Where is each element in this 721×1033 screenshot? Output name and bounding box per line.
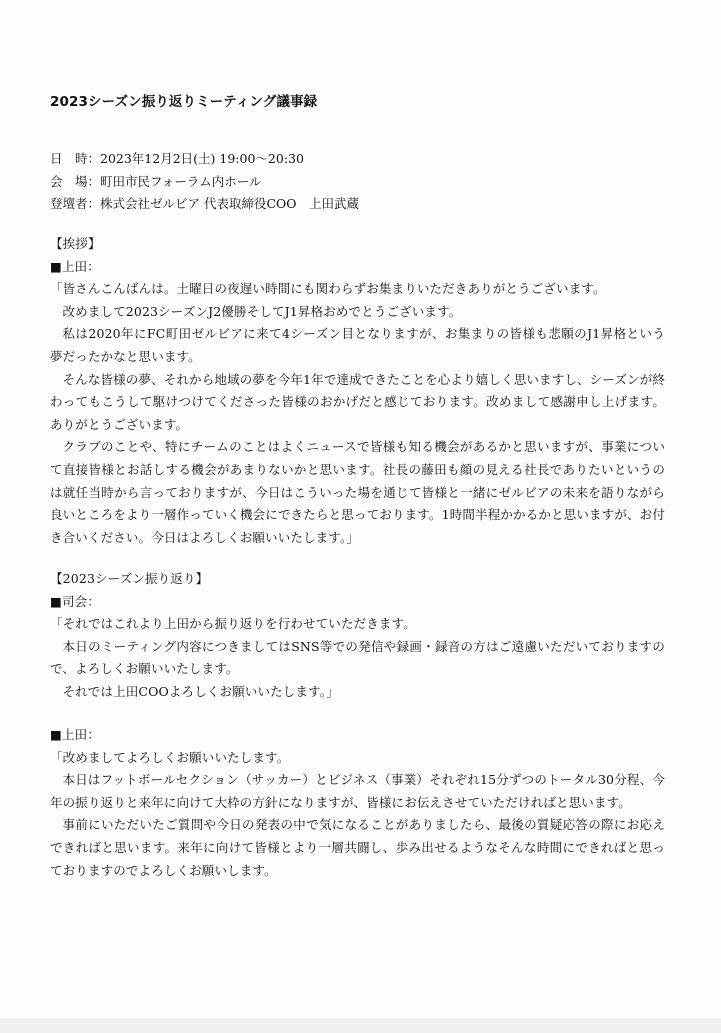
meeting-info <box>50 148 359 216</box>
greeting-speaker: ■上田： <box>50 258 100 274</box>
page-bottom-edge <box>0 1018 721 1033</box>
ueda-remarks-section <box>50 724 665 882</box>
ueda-paragraph: 「改めましてよろしくお願いいたします。 <box>50 749 290 765</box>
greeting-paragraph: 私は2020年にFC町田ゼルビアに来て4シーズン目となりますが、お集まりの皆様も悲願のJ1昇格という夢だったかなと思います。 <box>50 326 665 364</box>
greeting-paragraph: そんな皆様の夢、それから地域の夢を今年1年で達成できたことを心より嬉しく思いますし、シーズンが終わってもこうして駆けつけてくださった皆様のおかげだと感じております。改めまして感謝申し上げます。ありがとうございます。 <box>50 371 665 432</box>
ueda-paragraph: 本日はフットボールセクション（サッカー）とビジネス（事業）それぞれ15分ずつのトータル30分程、今年の振り返りと来年に向けて大枠の方針になりますが、皆様にお伝えさせていただければと思います。 <box>50 772 665 810</box>
document-title: 2023シーズン振り返りミーティング議事録 <box>50 94 318 110</box>
moderator-paragraph: 「それではこれより上田から振り返りを行わせていただきます。 <box>50 616 416 632</box>
ueda-paragraph: 事前にいただいたご質問や今日の発表の中で気になることがありましたら、最後の質疑応答の際にお応えできればと思います。来年に向けて皆様とより一層共闘し、歩み出せるようなそんな時間にできればと思っておりますのでよろしくお願いします。 <box>50 817 665 878</box>
greeting-paragraph: 改めまして2023シーズンJ2優勝そしてJ1昇格おめでとうございます。 <box>62 303 462 319</box>
season-review-heading: 【2023シーズン振り返り】 <box>50 571 209 586</box>
moderator-paragraph: 本日のミーティング内容につきましてはSNS等での発信や録画・録音の方はご遠慮いただいておりますので、よろしくお願いいたします。 <box>50 638 666 677</box>
ueda-speaker: ■上田： <box>50 727 100 742</box>
greeting-paragraph: 「皆さんこんばんは。土曜日の夜遅い時間にも関わらずお集まりいただきありがとうございます。 <box>50 281 606 297</box>
greeting-paragraph: クラブのことや、特にチームのことはよくニュースで皆様も知る機会があるかと思いますが、事業について直接皆様とお話しする機会があまりないかと思います。社長の藤田も顔の見える社長でありたいというのは就任当時から言っておりますが、今日はこういった場を通じて皆様と一緒にゼルビアの未来を語りながら良いところをより一層作っていく機会にできたらと思っております。1時間半程かかるかと思いますが、お付き合いください。今日はよろしくお願いいたします。」 <box>50 439 665 545</box>
greeting-heading: 【挨拶】 <box>50 236 101 251</box>
meeting-date: 日 時：2023年12月2日(土) 19:00〜20:30 <box>50 151 304 166</box>
meeting-venue: 会 場：町田市民フォーラム内ホール <box>50 173 262 189</box>
meeting-speaker: 登壇者：株式会社ゼルビア 代表取締役COO 上田武蔵 <box>50 196 360 211</box>
moderator-paragraph: それでは上田COOよろしくお願いいたします。」 <box>62 683 339 699</box>
moderator-speaker: ■司会： <box>50 593 100 609</box>
greeting-section <box>50 233 665 549</box>
season-review-section <box>50 568 665 704</box>
